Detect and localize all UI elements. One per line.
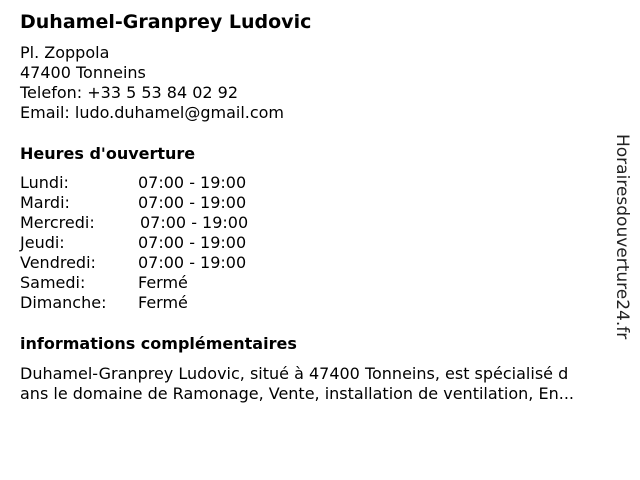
hours-row-wednesday xyxy=(20,213,320,233)
day-hours: 07:00 - 19:00 xyxy=(138,173,247,192)
additional-info-heading: informations complémentaires xyxy=(20,334,297,353)
hours-row-thursday xyxy=(20,233,320,253)
phone-number: Telefon: +33 5 53 84 02 92 xyxy=(20,83,239,102)
description-line: ans le domaine de Ramonage, Vente, installation de ventilation, En... xyxy=(20,384,574,403)
site-watermark: Horairesdouverture24.fr xyxy=(612,134,632,340)
hours-row-friday xyxy=(20,253,320,273)
opening-hours-heading: Heures d'ouverture xyxy=(20,144,196,163)
day-hours: 07:00 - 19:00 xyxy=(138,253,247,272)
description-line: Duhamel-Granprey Ludovic, situé à 47400 Tonneins, est spécialisé d xyxy=(20,364,569,383)
day-label: Mardi: xyxy=(20,193,70,212)
day-hours: 07:00 - 19:00 xyxy=(138,193,247,212)
hours-row-tuesday xyxy=(20,193,320,213)
day-hours: Fermé xyxy=(138,293,188,312)
day-hours: Fermé xyxy=(138,273,188,292)
business-name: Duhamel-Granprey Ludovic xyxy=(20,11,312,33)
day-label: Vendredi: xyxy=(20,253,96,272)
address-street: Pl. Zoppola xyxy=(20,43,110,62)
day-hours: 07:00 - 19:00 xyxy=(138,233,247,252)
business-description xyxy=(20,364,624,404)
address-city: 47400 Tonneins xyxy=(20,63,146,82)
day-label: Dimanche: xyxy=(20,293,107,312)
day-hours: 07:00 - 19:00 xyxy=(140,213,249,232)
hours-row-sunday xyxy=(20,293,320,313)
email-address: Email: ludo.duhamel@gmail.com xyxy=(20,103,285,122)
hours-row-saturday xyxy=(20,273,320,293)
hours-row-monday xyxy=(20,173,320,193)
day-label: Mercredi: xyxy=(20,213,95,232)
day-label: Jeudi: xyxy=(20,233,65,252)
day-label: Samedi: xyxy=(20,273,86,292)
day-label: Lundi: xyxy=(20,173,69,192)
